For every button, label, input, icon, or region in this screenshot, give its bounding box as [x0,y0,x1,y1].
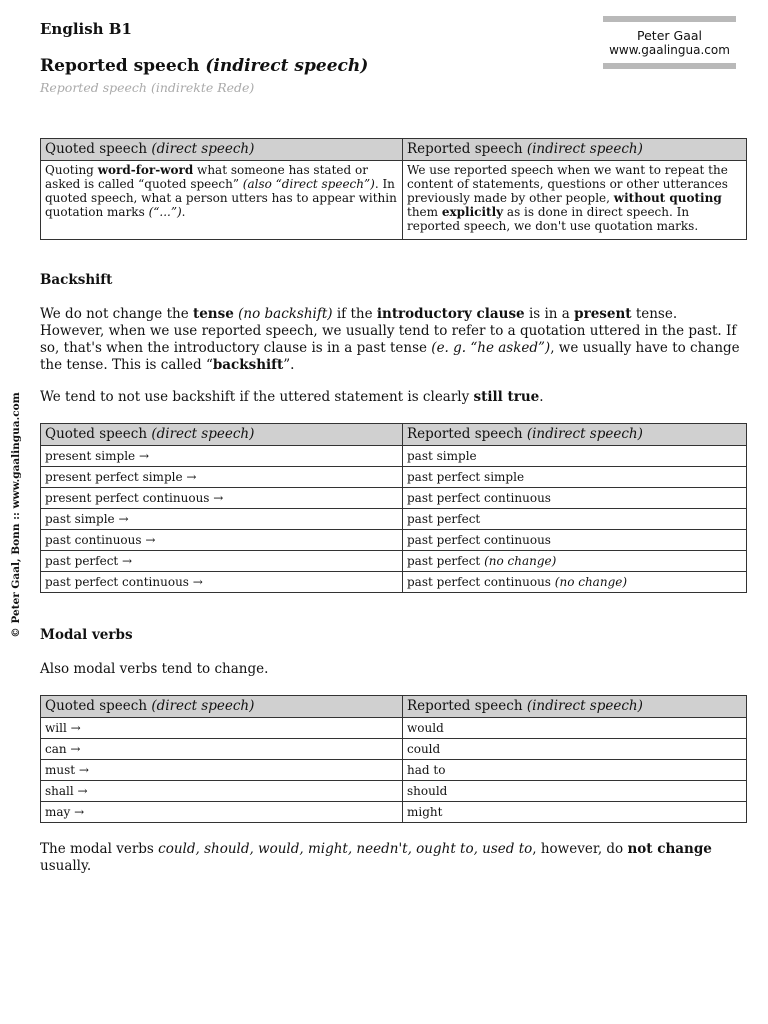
reported-header: Reported speech (indirect speech) [403,424,747,446]
brand-bar-top [603,16,736,22]
modal-table [40,695,747,823]
reported-header: Reported speech (indirect speech) [403,696,747,718]
quoted-definition: Quoting word-for-word what someone has stated or asked is called “quoted speech” (also “direct speech”). In quoted speech, what a person utters has to appear within quotation marks (“...”). [41,161,403,240]
intro-table [40,138,747,240]
table-row: past perfect continuous → past perfect continuous (no change) [41,572,747,593]
quoted-header: Quoted speech (direct speech) [41,696,403,718]
table-header-row [41,424,747,446]
table-row: will → would [41,718,747,739]
backshift-paragraph: We do not change the tense (no backshift) if the introductory clause is in a present tense. However, when we use reported speech, we usually tend to refer to a quotation uttered in the past. If so, that's when the introductory clause is in a past tense (e. g. “he asked”), we usually have to change the tense. This is called “backshift”. [40,306,740,373]
page-title [40,56,368,76]
brand-box [603,16,736,69]
table-row: can → could [41,739,747,760]
reported-definition: We use reported speech when we want to repeat the content of statements, questions or other utterances previously made by other people, without quoting them explicitly as is done in direct speech. In reported speech, we don't use quotation marks. [403,161,747,240]
course-label: English B1 [40,20,132,38]
table-header-row [41,139,747,161]
side-copyright: © Peter Gaal, Bonn :: www.gaalingua.com [10,392,22,638]
table-row: past perfect → past perfect (no change) [41,551,747,572]
reported-header: Reported speech (indirect speech) [403,139,747,161]
still-true-paragraph: We tend to not use backshift if the uttered statement is clearly still true. [40,389,544,405]
title-main: Reported speech [40,56,200,76]
table-row [41,161,747,240]
page-subtitle: Reported speech (indirekte Rede) [40,80,255,95]
modal-intro: Also modal verbs tend to change. [40,661,269,677]
brand-bar-bottom [603,63,736,69]
table-row: present simple → past simple [41,446,747,467]
table-row: present perfect simple → past perfect simple [41,467,747,488]
tense-table [40,423,747,593]
table-row: may → might [41,802,747,823]
table-row: shall → should [41,781,747,802]
table-row: past simple → past perfect [41,509,747,530]
backshift-heading: Backshift [40,272,113,288]
table-header-row [41,696,747,718]
brand-url: www.gaalingua.com [609,43,730,57]
title-paren: (indirect speech) [205,56,369,76]
brand-name: Peter Gaal [637,28,702,43]
modal-verbs-heading: Modal verbs [40,627,133,643]
table-row: past continuous → past perfect continuous [41,530,747,551]
quoted-header: Quoted speech (direct speech) [41,424,403,446]
quoted-header: Quoted speech (direct speech) [41,139,403,161]
table-row: present perfect continuous → past perfect continuous [41,488,747,509]
table-row: must → had to [41,760,747,781]
modal-outro: The modal verbs could, should, would, might, needn't, ought to, used to, however, do not change usually. [40,841,712,874]
